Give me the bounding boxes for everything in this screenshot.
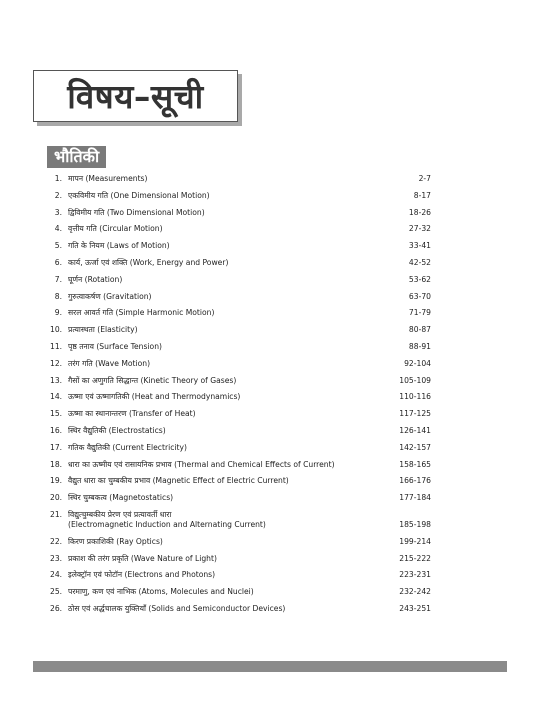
toc-entry-title bbox=[68, 359, 379, 369]
toc-entry-pages: 88-91 bbox=[408, 341, 431, 351]
toc-entry-title bbox=[68, 191, 379, 201]
toc-entry-title bbox=[68, 570, 379, 580]
toc-entry-title bbox=[68, 325, 379, 335]
toc-entry bbox=[50, 460, 431, 470]
toc-entry-pages: 232-242 bbox=[399, 587, 431, 597]
toc-entry-pages: 53-62 bbox=[408, 274, 431, 284]
toc-entry-pages: 158-165 bbox=[399, 459, 431, 469]
toc-entry bbox=[50, 292, 431, 302]
toc-entry-title-text: किरण प्रकाशिकी (Ray Optics) bbox=[68, 536, 163, 546]
toc-entry bbox=[50, 537, 431, 547]
toc-entry-pages: 177-184 bbox=[399, 493, 431, 503]
toc-entry-number: 20. bbox=[50, 493, 63, 503]
toc-entry-title-text: वृत्तीय गति (Circular Motion) bbox=[68, 224, 163, 234]
toc-entry bbox=[50, 392, 431, 402]
toc-entry-title bbox=[68, 554, 379, 564]
toc-entry-pages: 105-109 bbox=[399, 375, 431, 385]
toc-entry bbox=[50, 241, 431, 251]
toc-entry-title-text: गति के नियम (Laws of Motion) bbox=[68, 241, 170, 251]
toc-entry bbox=[50, 275, 431, 285]
toc-entry bbox=[50, 376, 431, 386]
toc-entry bbox=[50, 342, 431, 352]
toc-entry-pages: 126-141 bbox=[399, 425, 431, 435]
toc-entry bbox=[50, 224, 431, 234]
toc-entry-number: 3. bbox=[54, 207, 62, 217]
toc-entry-pages: 142-157 bbox=[399, 442, 431, 452]
toc-entry-number: 1. bbox=[54, 174, 62, 183]
toc-entry-number: 5. bbox=[54, 241, 62, 251]
footer-bar bbox=[33, 661, 507, 672]
toc-entry bbox=[50, 443, 431, 453]
toc-entry-title-text: द्विविमीय गति (Two Dimensional Motion) bbox=[68, 207, 205, 217]
toc-entry-number: 16. bbox=[50, 425, 63, 435]
toc-entry-title bbox=[68, 493, 379, 503]
toc-entry-title bbox=[68, 426, 379, 436]
toc-entry-number: 17. bbox=[50, 442, 63, 452]
toc-entry-title bbox=[68, 376, 379, 386]
toc-entry-number: 9. bbox=[54, 308, 62, 318]
toc-entry-title bbox=[68, 587, 379, 597]
toc-entry-title-text: प्रकाश की तरंग प्रकृति (Wave Nature of Light) bbox=[68, 553, 217, 563]
toc-entry bbox=[50, 409, 431, 419]
toc-entry bbox=[50, 174, 431, 184]
toc-entry-title bbox=[68, 510, 379, 530]
toc-entry-title bbox=[68, 443, 379, 453]
toc-entry-title-text: सरल आवर्त गति (Simple Harmonic Motion) bbox=[68, 308, 215, 318]
toc-entry-title-text: कार्य, ऊर्जा एवं शक्ति (Work, Energy and Power) bbox=[68, 257, 229, 267]
toc-entry-pages: 18-26 bbox=[408, 207, 431, 217]
toc-entry-title-text: पृष्ठ तनाव (Surface Tension) bbox=[68, 341, 162, 351]
toc-entry-title-line2: (Electromagnetic Induction and Alternating Current) bbox=[68, 519, 266, 529]
table-of-contents bbox=[50, 174, 431, 621]
toc-entry-title bbox=[68, 409, 379, 419]
toc-entry-pages: 166-176 bbox=[399, 476, 431, 486]
toc-entry-title bbox=[68, 275, 379, 285]
toc-entry-number: 8. bbox=[54, 291, 62, 301]
toc-entry-number: 19. bbox=[50, 476, 63, 486]
toc-entry-title bbox=[68, 308, 379, 318]
toc-entry-title bbox=[68, 392, 379, 402]
toc-entry-title-text: एकविमीय गति (One Dimensional Motion) bbox=[68, 190, 210, 200]
title-box bbox=[33, 70, 238, 122]
toc-entry-title-text: गुरुत्वाकर्षण (Gravitation) bbox=[68, 291, 152, 301]
toc-entry-title bbox=[68, 476, 379, 486]
toc-entry-title-text: ऊष्मा एवं ऊष्मागतिकी (Heat and Thermodynamics) bbox=[68, 392, 241, 402]
toc-entry-title bbox=[68, 460, 379, 470]
toc-entry-number: 4. bbox=[54, 224, 62, 234]
toc-entry-number: 13. bbox=[50, 375, 63, 385]
toc-entry-pages: 42-52 bbox=[408, 257, 431, 267]
toc-entry-title-text: गैसों का अणुगति सिद्धान्त (Kinetic Theory of Gases) bbox=[68, 375, 237, 385]
toc-entry-number: 24. bbox=[50, 570, 63, 580]
toc-entry-title bbox=[68, 208, 379, 218]
toc-entry bbox=[50, 325, 431, 335]
toc-entry bbox=[50, 570, 431, 580]
toc-entry-title-text: स्थिर वैद्युतिकी (Electrostatics) bbox=[68, 425, 166, 435]
toc-entry-pages: 71-79 bbox=[408, 308, 431, 318]
toc-entry-pages: 2-7 bbox=[418, 174, 431, 183]
toc-entry-number: 26. bbox=[50, 603, 63, 613]
page-title: विषय–सूची bbox=[67, 76, 204, 116]
toc-entry-pages: 80-87 bbox=[408, 325, 431, 335]
toc-entry-pages: 185-198 bbox=[399, 519, 431, 529]
toc-entry-pages: 8-17 bbox=[413, 190, 431, 200]
toc-entry-title-text: गतिक वैद्युतिकी (Current Electricity) bbox=[68, 442, 187, 452]
toc-entry bbox=[50, 493, 431, 503]
toc-entry bbox=[50, 604, 431, 614]
toc-entry-title-text: इलेक्ट्रॉन एवं फोटॉन (Electrons and Photons) bbox=[68, 570, 216, 580]
toc-entry-number: 21. bbox=[50, 509, 63, 519]
toc-entry-number: 2. bbox=[54, 190, 62, 200]
toc-entry-title-text: वैद्युत धारा का चुम्बकीय प्रभाव (Magnetic Effect of Electric Current) bbox=[68, 476, 289, 486]
toc-entry-title bbox=[68, 292, 379, 302]
toc-entry bbox=[50, 554, 431, 564]
toc-entry-title bbox=[68, 342, 379, 352]
toc-entry-pages: 92-104 bbox=[404, 358, 431, 368]
toc-entry-title bbox=[68, 604, 379, 614]
toc-entry-title-text: ऊष्मा का स्थानान्तरण (Transfer of Heat) bbox=[68, 409, 196, 419]
toc-entry-title bbox=[68, 537, 379, 547]
toc-entry bbox=[50, 191, 431, 201]
toc-entry-number: 10. bbox=[50, 325, 63, 335]
toc-entry-title-text: ठोस एवं अर्द्धचालक युक्तियाँ (Solids and Semiconductor Devices) bbox=[68, 603, 286, 613]
toc-entry-title-text: परमाणु, कण एवं नाभिक (Atoms, Molecules and Nuclei) bbox=[68, 587, 254, 597]
toc-entry-title-text: स्थिर चुम्बकत्व (Magnetostatics) bbox=[68, 493, 174, 503]
toc-entry-pages: 117-125 bbox=[399, 409, 431, 419]
toc-entry-pages: 199-214 bbox=[399, 536, 431, 546]
toc-entry-number: 12. bbox=[50, 358, 63, 368]
toc-entry-title-text: मापन (Measurements) bbox=[68, 174, 148, 183]
toc-entry-title bbox=[68, 241, 379, 251]
toc-entry bbox=[50, 587, 431, 597]
toc-entry-pages: 27-32 bbox=[408, 224, 431, 234]
toc-entry-number: 11. bbox=[50, 341, 63, 351]
toc-entry-pages: 223-231 bbox=[399, 570, 431, 580]
toc-entry-pages: 33-41 bbox=[408, 241, 431, 251]
toc-entry-number: 25. bbox=[50, 587, 63, 597]
toc-entry-pages: 110-116 bbox=[399, 392, 431, 402]
toc-entry-title bbox=[68, 224, 379, 234]
toc-entry bbox=[50, 510, 431, 530]
toc-entry bbox=[50, 208, 431, 218]
section-heading: भौतिकी bbox=[47, 146, 106, 168]
toc-entry bbox=[50, 476, 431, 486]
toc-entry-title-text: घूर्णन (Rotation) bbox=[68, 274, 123, 284]
toc-entry bbox=[50, 308, 431, 318]
toc-entry bbox=[50, 359, 431, 369]
toc-entry-number: 22. bbox=[50, 536, 63, 546]
toc-entry-title-text: प्रत्यास्थता (Elasticity) bbox=[68, 325, 138, 335]
toc-entry bbox=[50, 258, 431, 268]
toc-entry-pages: 215-222 bbox=[399, 553, 431, 563]
toc-entry-number: 7. bbox=[54, 274, 62, 284]
toc-entry-number: 14. bbox=[50, 392, 63, 402]
toc-entry-pages: 243-251 bbox=[399, 603, 431, 613]
toc-entry-number: 15. bbox=[50, 409, 63, 419]
toc-entry-title-text: तरंग गति (Wave Motion) bbox=[68, 358, 151, 368]
toc-entry-number: 18. bbox=[50, 459, 63, 469]
toc-entry-number: 6. bbox=[54, 257, 62, 267]
toc-entry-pages: 63-70 bbox=[408, 291, 431, 301]
toc-entry-title bbox=[68, 258, 379, 268]
toc-entry-title bbox=[68, 174, 379, 184]
toc-entry-title-text: धारा का ऊष्मीय एवं रासायनिक प्रभाव (Thermal and Chemical Effects of Current) bbox=[68, 459, 335, 469]
toc-entry bbox=[50, 426, 431, 436]
toc-entry-number: 23. bbox=[50, 553, 63, 563]
toc-entry-title-text: विद्युत्चुम्बकीय प्रेरण एवं प्रत्यावर्ती धारा bbox=[68, 509, 172, 519]
